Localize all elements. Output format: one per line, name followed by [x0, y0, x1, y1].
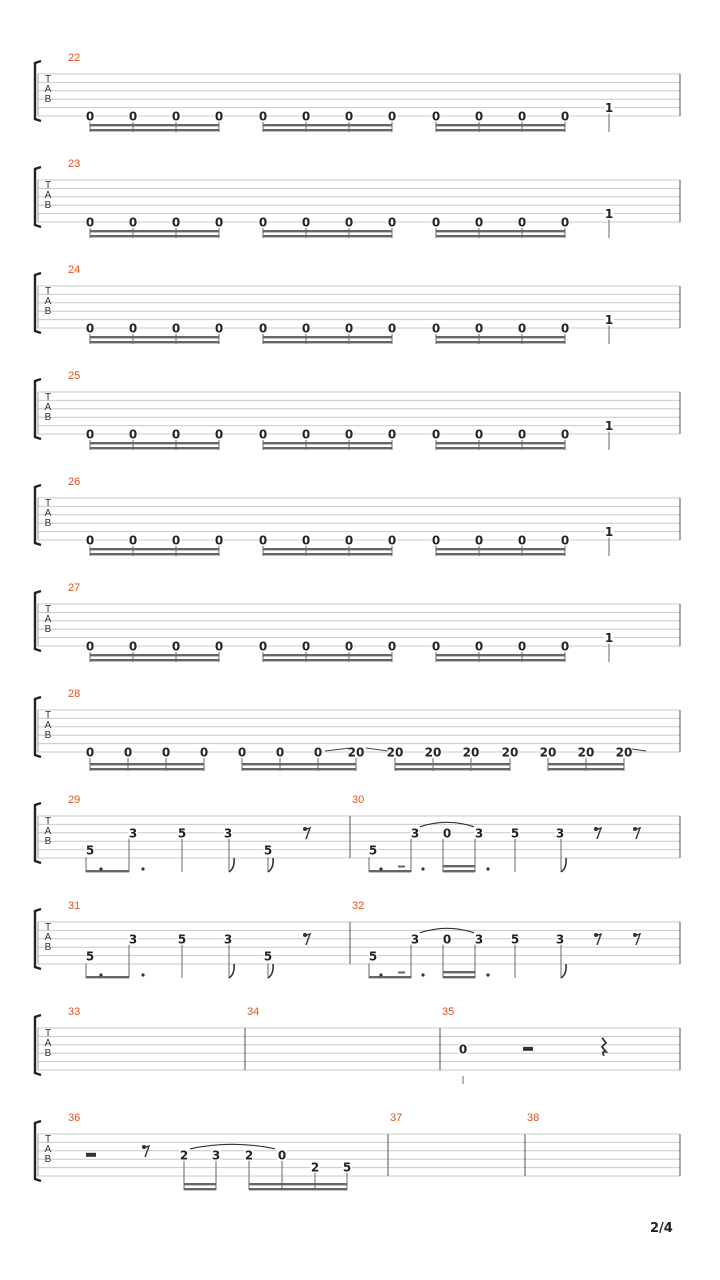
measure-number: 27 — [68, 582, 81, 594]
fret-number: 0 — [517, 321, 527, 336]
tab-system — [35, 688, 680, 771]
fret-number: 5 — [263, 843, 273, 858]
note-beam — [548, 768, 624, 770]
fret-number: 0 — [344, 109, 354, 124]
note-beam — [395, 763, 510, 765]
fret-number: 1 — [604, 101, 614, 116]
fret-number: 0 — [560, 321, 570, 336]
fret-number: 20 — [347, 745, 365, 760]
fret-number: 0 — [258, 533, 268, 548]
note-flag — [229, 858, 234, 872]
rhythm-dot — [486, 867, 489, 870]
note-beam — [443, 976, 475, 978]
fret-number: 0 — [128, 321, 138, 336]
note-beam — [90, 129, 219, 131]
fret-number: 1 — [604, 525, 614, 540]
tab-system — [35, 582, 680, 662]
fret-number: 0 — [85, 427, 95, 442]
fret-number: 3 — [474, 826, 484, 841]
fret-number: 0 — [258, 639, 268, 654]
measure-number: 23 — [68, 158, 81, 170]
fret-number: 5 — [85, 843, 95, 858]
fret-number: 1 — [604, 419, 614, 434]
half-rest — [523, 1047, 533, 1051]
note-beam — [263, 654, 392, 656]
fret-number: 2 — [179, 1148, 189, 1163]
measure-number: 38 — [527, 1112, 540, 1124]
fret-number: 0 — [214, 427, 224, 442]
fret-number: 20 — [462, 745, 480, 760]
fret-number: 1 — [604, 313, 614, 328]
eighth-rest-stroke — [595, 934, 601, 945]
fret-number: 0 — [171, 427, 181, 442]
note-beam — [90, 442, 219, 444]
fret-number: 0 — [560, 109, 570, 124]
tab-clef-letter: B — [44, 624, 52, 635]
fret-number: 2 — [244, 1148, 254, 1163]
fret-number: 0 — [85, 745, 95, 760]
rhythm-dot — [141, 867, 144, 870]
eighth-rest-stroke — [304, 828, 310, 839]
note-beam — [90, 654, 219, 656]
fret-number: 0 — [560, 533, 570, 548]
half-rest — [86, 1153, 96, 1157]
note-flag — [561, 858, 566, 872]
tab-clef-letter: T — [44, 1134, 52, 1145]
measure-number: 30 — [352, 794, 365, 806]
tab-clef-letter: B — [44, 1154, 52, 1165]
note-beam — [263, 442, 392, 444]
fret-number: 20 — [501, 745, 519, 760]
slide-line — [366, 748, 388, 751]
rhythm-dot — [141, 973, 144, 976]
fret-number: 0 — [431, 215, 441, 230]
measure — [527, 1112, 539, 1124]
note-beam — [263, 336, 392, 338]
fret-number: 0 — [431, 321, 441, 336]
fret-number: 0 — [128, 533, 138, 548]
measure-number: 31 — [68, 900, 81, 912]
tab-clef-letter: T — [44, 604, 52, 615]
note-beam — [90, 447, 219, 449]
fret-number: 0 — [301, 215, 311, 230]
note-beam — [436, 447, 565, 449]
tab-clef-letter: B — [44, 730, 52, 741]
measure — [68, 158, 614, 238]
rhythm-dot — [99, 867, 102, 870]
note-beam — [436, 553, 565, 555]
fret-number: 3 — [223, 932, 233, 947]
tab-clef-letter: B — [44, 1048, 52, 1059]
fret-number: 0 — [344, 639, 354, 654]
fret-number: 0 — [344, 533, 354, 548]
fret-number: 0 — [85, 321, 95, 336]
fret-number: 0 — [474, 321, 484, 336]
tab-clef-letter: B — [44, 94, 52, 105]
fret-number: 3 — [211, 1148, 221, 1163]
note-beam — [263, 129, 392, 131]
note-beam — [443, 971, 475, 973]
fret-number: 20 — [539, 745, 557, 760]
fret-number: 0 — [128, 109, 138, 124]
note-flag — [268, 964, 273, 978]
tab-clef-letter: B — [44, 412, 52, 423]
fret-number: 0 — [301, 109, 311, 124]
fret-number: 0 — [387, 533, 397, 548]
tab-clef-letter: A — [44, 720, 52, 731]
fret-number: 0 — [85, 109, 95, 124]
fret-number: 0 — [85, 215, 95, 230]
fret-number: 0 — [171, 215, 181, 230]
fret-number: 5 — [342, 1160, 352, 1175]
note-beam — [90, 659, 219, 661]
partial-beam — [398, 866, 405, 868]
tab-system — [35, 476, 680, 556]
fret-number: 0 — [128, 427, 138, 442]
measure — [247, 1006, 259, 1018]
note-beam — [263, 341, 392, 343]
fret-number: 0 — [275, 745, 285, 760]
note-beam — [90, 768, 204, 770]
tab-clef-letter: A — [44, 402, 52, 413]
fret-number: 3 — [410, 826, 420, 841]
fret-number: 0 — [560, 215, 570, 230]
note-beam — [443, 865, 475, 867]
note-beam — [436, 124, 565, 126]
note-beam — [548, 763, 624, 765]
measure-number: 37 — [390, 1112, 403, 1124]
fret-number: 0 — [517, 215, 527, 230]
fret-number: 0 — [258, 321, 268, 336]
fret-number: 0 — [387, 321, 397, 336]
fret-number: 0 — [301, 321, 311, 336]
fret-number: 0 — [474, 215, 484, 230]
fret-number: 0 — [171, 639, 181, 654]
note-beam — [90, 548, 219, 550]
fret-number: 0 — [560, 427, 570, 442]
tab-clef-letter: T — [44, 286, 52, 297]
note-beam — [90, 553, 219, 555]
tab-system — [35, 370, 680, 450]
tab-clef-letter: B — [44, 306, 52, 317]
measure-number: 34 — [247, 1006, 260, 1018]
fret-number: 0 — [123, 745, 133, 760]
note-beam — [369, 870, 411, 872]
slide-line — [632, 749, 646, 751]
fret-number: 0 — [258, 109, 268, 124]
tab-clef-letter: T — [44, 498, 52, 509]
measure-number: 35 — [442, 1006, 455, 1018]
fret-number: 0 — [171, 533, 181, 548]
fret-number: 5 — [368, 949, 378, 964]
note-beam — [242, 768, 356, 770]
fret-number: 0 — [171, 321, 181, 336]
fret-number: 0 — [128, 639, 138, 654]
fret-number: 1 — [604, 631, 614, 646]
note-beam — [90, 341, 219, 343]
note-beam — [436, 235, 565, 237]
fret-number: 0 — [517, 109, 527, 124]
fret-number: 0 — [277, 1148, 287, 1163]
tab-clef-letter: T — [44, 1028, 52, 1039]
fret-number: 0 — [85, 533, 95, 548]
tab-clef-letter: A — [44, 1038, 52, 1049]
measure — [68, 264, 614, 344]
tab-system — [35, 1112, 680, 1190]
note-beam — [242, 763, 356, 765]
measure-number: 25 — [68, 370, 81, 382]
fret-number: 5 — [85, 949, 95, 964]
note-beam — [436, 654, 565, 656]
fret-number: 0 — [161, 745, 171, 760]
eighth-rest-stroke — [595, 828, 601, 839]
tab-clef-letter: T — [44, 816, 52, 827]
note-beam — [436, 442, 565, 444]
note-beam — [443, 870, 475, 872]
note-beam — [436, 129, 565, 131]
fret-number: 0 — [301, 533, 311, 548]
note-beam — [86, 870, 129, 872]
fret-number: 3 — [128, 826, 138, 841]
note-beam — [249, 1183, 347, 1185]
fret-number: 0 — [214, 639, 224, 654]
fret-number: 0 — [258, 215, 268, 230]
fret-number: 0 — [560, 639, 570, 654]
fret-number: 0 — [517, 639, 527, 654]
fret-number: 0 — [313, 745, 323, 760]
rhythm-dot — [379, 973, 382, 976]
page-number: 2/4 — [650, 1221, 673, 1236]
note-beam — [184, 1188, 216, 1190]
measure — [68, 1006, 80, 1018]
note-beam — [263, 553, 392, 555]
fret-number: 5 — [177, 932, 187, 947]
fret-number: 0 — [431, 639, 441, 654]
tab-system — [35, 158, 680, 238]
tab-clef-letter: A — [44, 508, 52, 519]
tab-clef-letter: A — [44, 826, 52, 837]
fret-number: 0 — [474, 533, 484, 548]
fret-number: 0 — [431, 427, 441, 442]
tab-system — [35, 794, 680, 872]
fret-number: 0 — [387, 427, 397, 442]
rhythm-dot — [486, 973, 489, 976]
fret-number: 0 — [517, 533, 527, 548]
measure — [68, 476, 614, 556]
fret-number: 0 — [214, 321, 224, 336]
measure-number: 36 — [68, 1112, 81, 1124]
fret-number: 20 — [386, 745, 404, 760]
measure — [390, 1112, 402, 1124]
tab-clef-letter: A — [44, 296, 52, 307]
fret-number: 3 — [223, 826, 233, 841]
note-beam — [395, 768, 510, 770]
note-flag — [229, 964, 234, 978]
note-beam — [263, 548, 392, 550]
fret-number: 5 — [510, 826, 520, 841]
fret-number: 0 — [442, 826, 452, 841]
measure-number: 22 — [68, 52, 81, 64]
note-beam — [369, 976, 411, 978]
measure-number: 32 — [352, 900, 365, 912]
tie — [190, 1144, 275, 1149]
rhythm-dot — [99, 973, 102, 976]
fret-number: 20 — [424, 745, 442, 760]
fret-number: 0 — [214, 533, 224, 548]
fret-number: 3 — [474, 932, 484, 947]
fret-number: 0 — [431, 533, 441, 548]
note-beam — [263, 124, 392, 126]
note-beam — [263, 235, 392, 237]
fret-number: 0 — [474, 109, 484, 124]
note-beam — [249, 1188, 347, 1190]
fret-number: 0 — [214, 109, 224, 124]
measure-number: 29 — [68, 794, 81, 806]
fret-number: 3 — [128, 932, 138, 947]
fret-number: 5 — [368, 843, 378, 858]
tab-clef-letter: T — [44, 710, 52, 721]
fret-number: 0 — [344, 427, 354, 442]
fret-number: 0 — [214, 215, 224, 230]
fret-number: 0 — [387, 109, 397, 124]
fret-number: 0 — [442, 932, 452, 947]
fret-number: 0 — [458, 1042, 468, 1057]
fret-number: 1 — [604, 207, 614, 222]
fret-number: 0 — [85, 639, 95, 654]
fret-number: 3 — [555, 826, 565, 841]
rhythm-dot — [379, 867, 382, 870]
fret-number: 0 — [474, 427, 484, 442]
tab-clef-letter: A — [44, 84, 52, 95]
tab-clef-letter: T — [44, 392, 52, 403]
note-beam — [436, 230, 565, 232]
note-beam — [90, 235, 219, 237]
tab-system — [35, 1006, 680, 1084]
tab-clef-letter: B — [44, 836, 52, 847]
note-beam — [263, 447, 392, 449]
eighth-rest-stroke — [143, 1146, 149, 1157]
eighth-rest-stroke — [634, 828, 640, 839]
note-beam — [436, 341, 565, 343]
tab-clef-letter: B — [44, 942, 52, 953]
fret-number: 20 — [615, 745, 633, 760]
tab-clef-letter: A — [44, 614, 52, 625]
slide-line — [325, 748, 350, 751]
fret-number: 5 — [510, 932, 520, 947]
note-beam — [263, 230, 392, 232]
tab-system — [35, 900, 680, 978]
fret-number: 0 — [517, 427, 527, 442]
fret-number: 0 — [344, 321, 354, 336]
measure-number: 33 — [68, 1006, 81, 1018]
measure — [68, 582, 614, 662]
measure — [68, 688, 646, 771]
eighth-rest-stroke — [634, 934, 640, 945]
fret-number: 0 — [301, 427, 311, 442]
note-flag — [268, 858, 273, 872]
measure — [68, 52, 614, 132]
measure — [68, 370, 614, 450]
fret-number: 0 — [258, 427, 268, 442]
tab-clef-letter: T — [44, 922, 52, 933]
tab-clef-letter: T — [44, 180, 52, 191]
fret-number: 0 — [301, 639, 311, 654]
tab-clef-letter: A — [44, 932, 52, 943]
note-beam — [263, 659, 392, 661]
fret-number: 0 — [237, 745, 247, 760]
tab-system — [35, 52, 680, 132]
fret-number: 0 — [387, 639, 397, 654]
note-beam — [436, 336, 565, 338]
fret-number: 5 — [177, 826, 187, 841]
measure-number: 26 — [68, 476, 81, 488]
partial-beam — [398, 972, 405, 974]
note-beam — [90, 336, 219, 338]
note-beam — [86, 976, 129, 978]
fret-number: 0 — [171, 109, 181, 124]
fret-number: 0 — [128, 215, 138, 230]
tab-clef-letter: T — [44, 74, 52, 85]
tab-system — [35, 264, 680, 344]
note-beam — [90, 230, 219, 232]
fret-number: 0 — [344, 215, 354, 230]
fret-number: 2 — [310, 1160, 320, 1175]
tab-clef-letter: B — [44, 200, 52, 211]
eighth-rest-stroke — [304, 934, 310, 945]
note-flag — [561, 964, 566, 978]
fret-number: 20 — [577, 745, 595, 760]
fret-number: 0 — [387, 215, 397, 230]
note-beam — [90, 763, 204, 765]
rhythm-dot — [421, 973, 424, 976]
note-beam — [436, 659, 565, 661]
tab-clef-letter: A — [44, 1144, 52, 1155]
fret-number: 3 — [410, 932, 420, 947]
tab-clef-letter: A — [44, 190, 52, 201]
tab-clef-letter: B — [44, 518, 52, 529]
measure-number: 24 — [68, 264, 81, 276]
fret-number: 0 — [199, 745, 209, 760]
fret-number: 3 — [555, 932, 565, 947]
fret-number: 5 — [263, 949, 273, 964]
fret-number: 0 — [474, 639, 484, 654]
note-beam — [184, 1183, 216, 1185]
note-beam — [436, 548, 565, 550]
measure-number: 28 — [68, 688, 81, 700]
note-beam — [90, 124, 219, 126]
fret-number: 0 — [431, 109, 441, 124]
rhythm-dot — [421, 867, 424, 870]
